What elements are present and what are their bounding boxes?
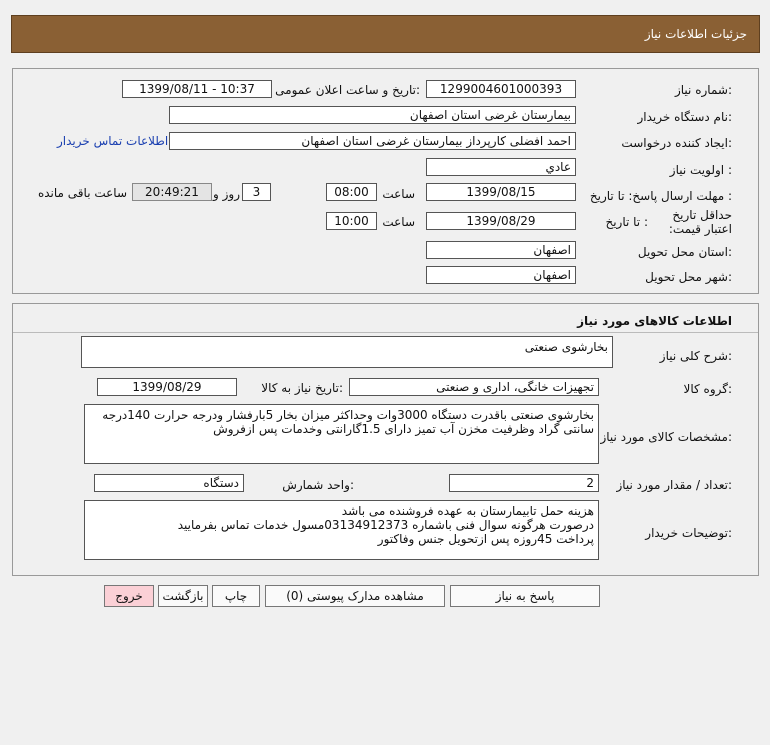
city-field: اصفهان xyxy=(426,266,576,284)
specs-field: بخارشوی صنعتی باقدرت دستگاه 3000وات وحداکثر میزان بخار 5بارفشار ودرجه حرارت 140درجه سانتی گراد وظرفیت مخزن آب تمیز دارای 1.5گارانتی وخدمات پس ازفروش xyxy=(84,404,599,464)
buyer-field: بیمارستان غرضی استان اصفهان xyxy=(169,106,576,124)
unit-field: دستگاه xyxy=(94,474,244,492)
validity-time-label: ساعت xyxy=(382,215,415,229)
need-date-label: تاریخ نیاز به کالا: xyxy=(261,381,343,395)
deadline-time-label: ساعت xyxy=(382,187,415,201)
days-label: روز و xyxy=(213,187,240,201)
page-title: جزئیات اطلاعات نیاز xyxy=(644,27,747,41)
unit-label: واحد شمارش: xyxy=(282,478,354,492)
buyer-contact-link[interactable]: اطلاعات تماس خریدار xyxy=(57,134,169,148)
deadline-date-field: 1399/08/15 xyxy=(426,183,576,201)
deadline-label: مهلت ارسال پاسخ: تا تاریخ : xyxy=(589,189,732,203)
qty-label: تعداد / مقدار مورد نیاز: xyxy=(616,478,732,492)
province-field: اصفهان xyxy=(426,241,576,259)
need-number-label: شماره نیاز: xyxy=(674,83,732,97)
attachments-button[interactable]: مشاهده مدارک پیوستی (0) xyxy=(265,585,445,607)
buyer-label: نام دستگاه خریدار: xyxy=(637,110,732,124)
priority-field: عادي xyxy=(426,158,576,176)
province-label: استان محل تحویل: xyxy=(637,245,732,259)
city-label: شهر محل تحویل: xyxy=(645,270,732,284)
announce-label: تاریخ و ساعت اعلان عمومی: xyxy=(275,83,420,97)
remaining-label: ساعت باقی مانده xyxy=(37,186,127,200)
summary-label: شرح کلی نیاز: xyxy=(659,349,732,363)
page-header xyxy=(11,15,760,53)
validity-sub-label: تا تاریخ : xyxy=(605,215,648,229)
notes-line-1: هزینه حمل تابیمارستان به عهده فروشنده می باشد xyxy=(341,504,594,518)
creator-label: ایجاد کننده درخواست: xyxy=(621,136,732,150)
print-button[interactable]: چاپ xyxy=(212,585,260,607)
specs-label: مشخصات کالای مورد نیاز: xyxy=(600,430,732,444)
group-field: تجهیزات خانگی، اداری و صنعتی xyxy=(349,378,599,396)
goods-section-title: اطلاعات کالاهای مورد نیاز xyxy=(577,314,732,328)
exit-button[interactable]: خروج xyxy=(104,585,154,607)
notes-field xyxy=(84,500,599,560)
notes-line-2: درصورت هرگونه سوال فنی باشماره 03134912373مسول خدمات تماس بفرمایید xyxy=(177,518,594,532)
priority-label: اولویت نیاز : xyxy=(669,163,732,177)
validity-time-field: 10:00 xyxy=(326,212,377,230)
qty-field: 2 xyxy=(449,474,599,492)
announce-field: 1399/08/11 - 10:37 xyxy=(122,80,272,98)
back-button[interactable]: بازگشت xyxy=(158,585,208,607)
general-info-panel xyxy=(12,68,759,294)
section-divider xyxy=(13,332,758,333)
need-date-field: 1399/08/29 xyxy=(97,378,237,396)
summary-field: بخارشوی صنعتی xyxy=(81,336,613,368)
notes-label: توضیحات خریدار: xyxy=(645,526,732,540)
remaining-time-field: 20:49:21 xyxy=(132,183,212,201)
creator-field: احمد افضلی کارپرداز بیمارستان غرضی استان اصفهان xyxy=(169,132,576,150)
reply-button[interactable]: پاسخ به نیاز xyxy=(450,585,600,607)
need-number-field: 1299004601000393 xyxy=(426,80,576,98)
group-label: گروه کالا: xyxy=(683,382,732,396)
validity-date-field: 1399/08/29 xyxy=(426,212,576,230)
days-field: 3 xyxy=(242,183,271,201)
notes-line-3: پرداخت 45روزه پس ازتحویل جنس وفاکتور xyxy=(377,532,594,546)
deadline-time-field: 08:00 xyxy=(326,183,377,201)
validity-label: حداقل تاریخ اعتبار قیمت: xyxy=(668,208,732,236)
